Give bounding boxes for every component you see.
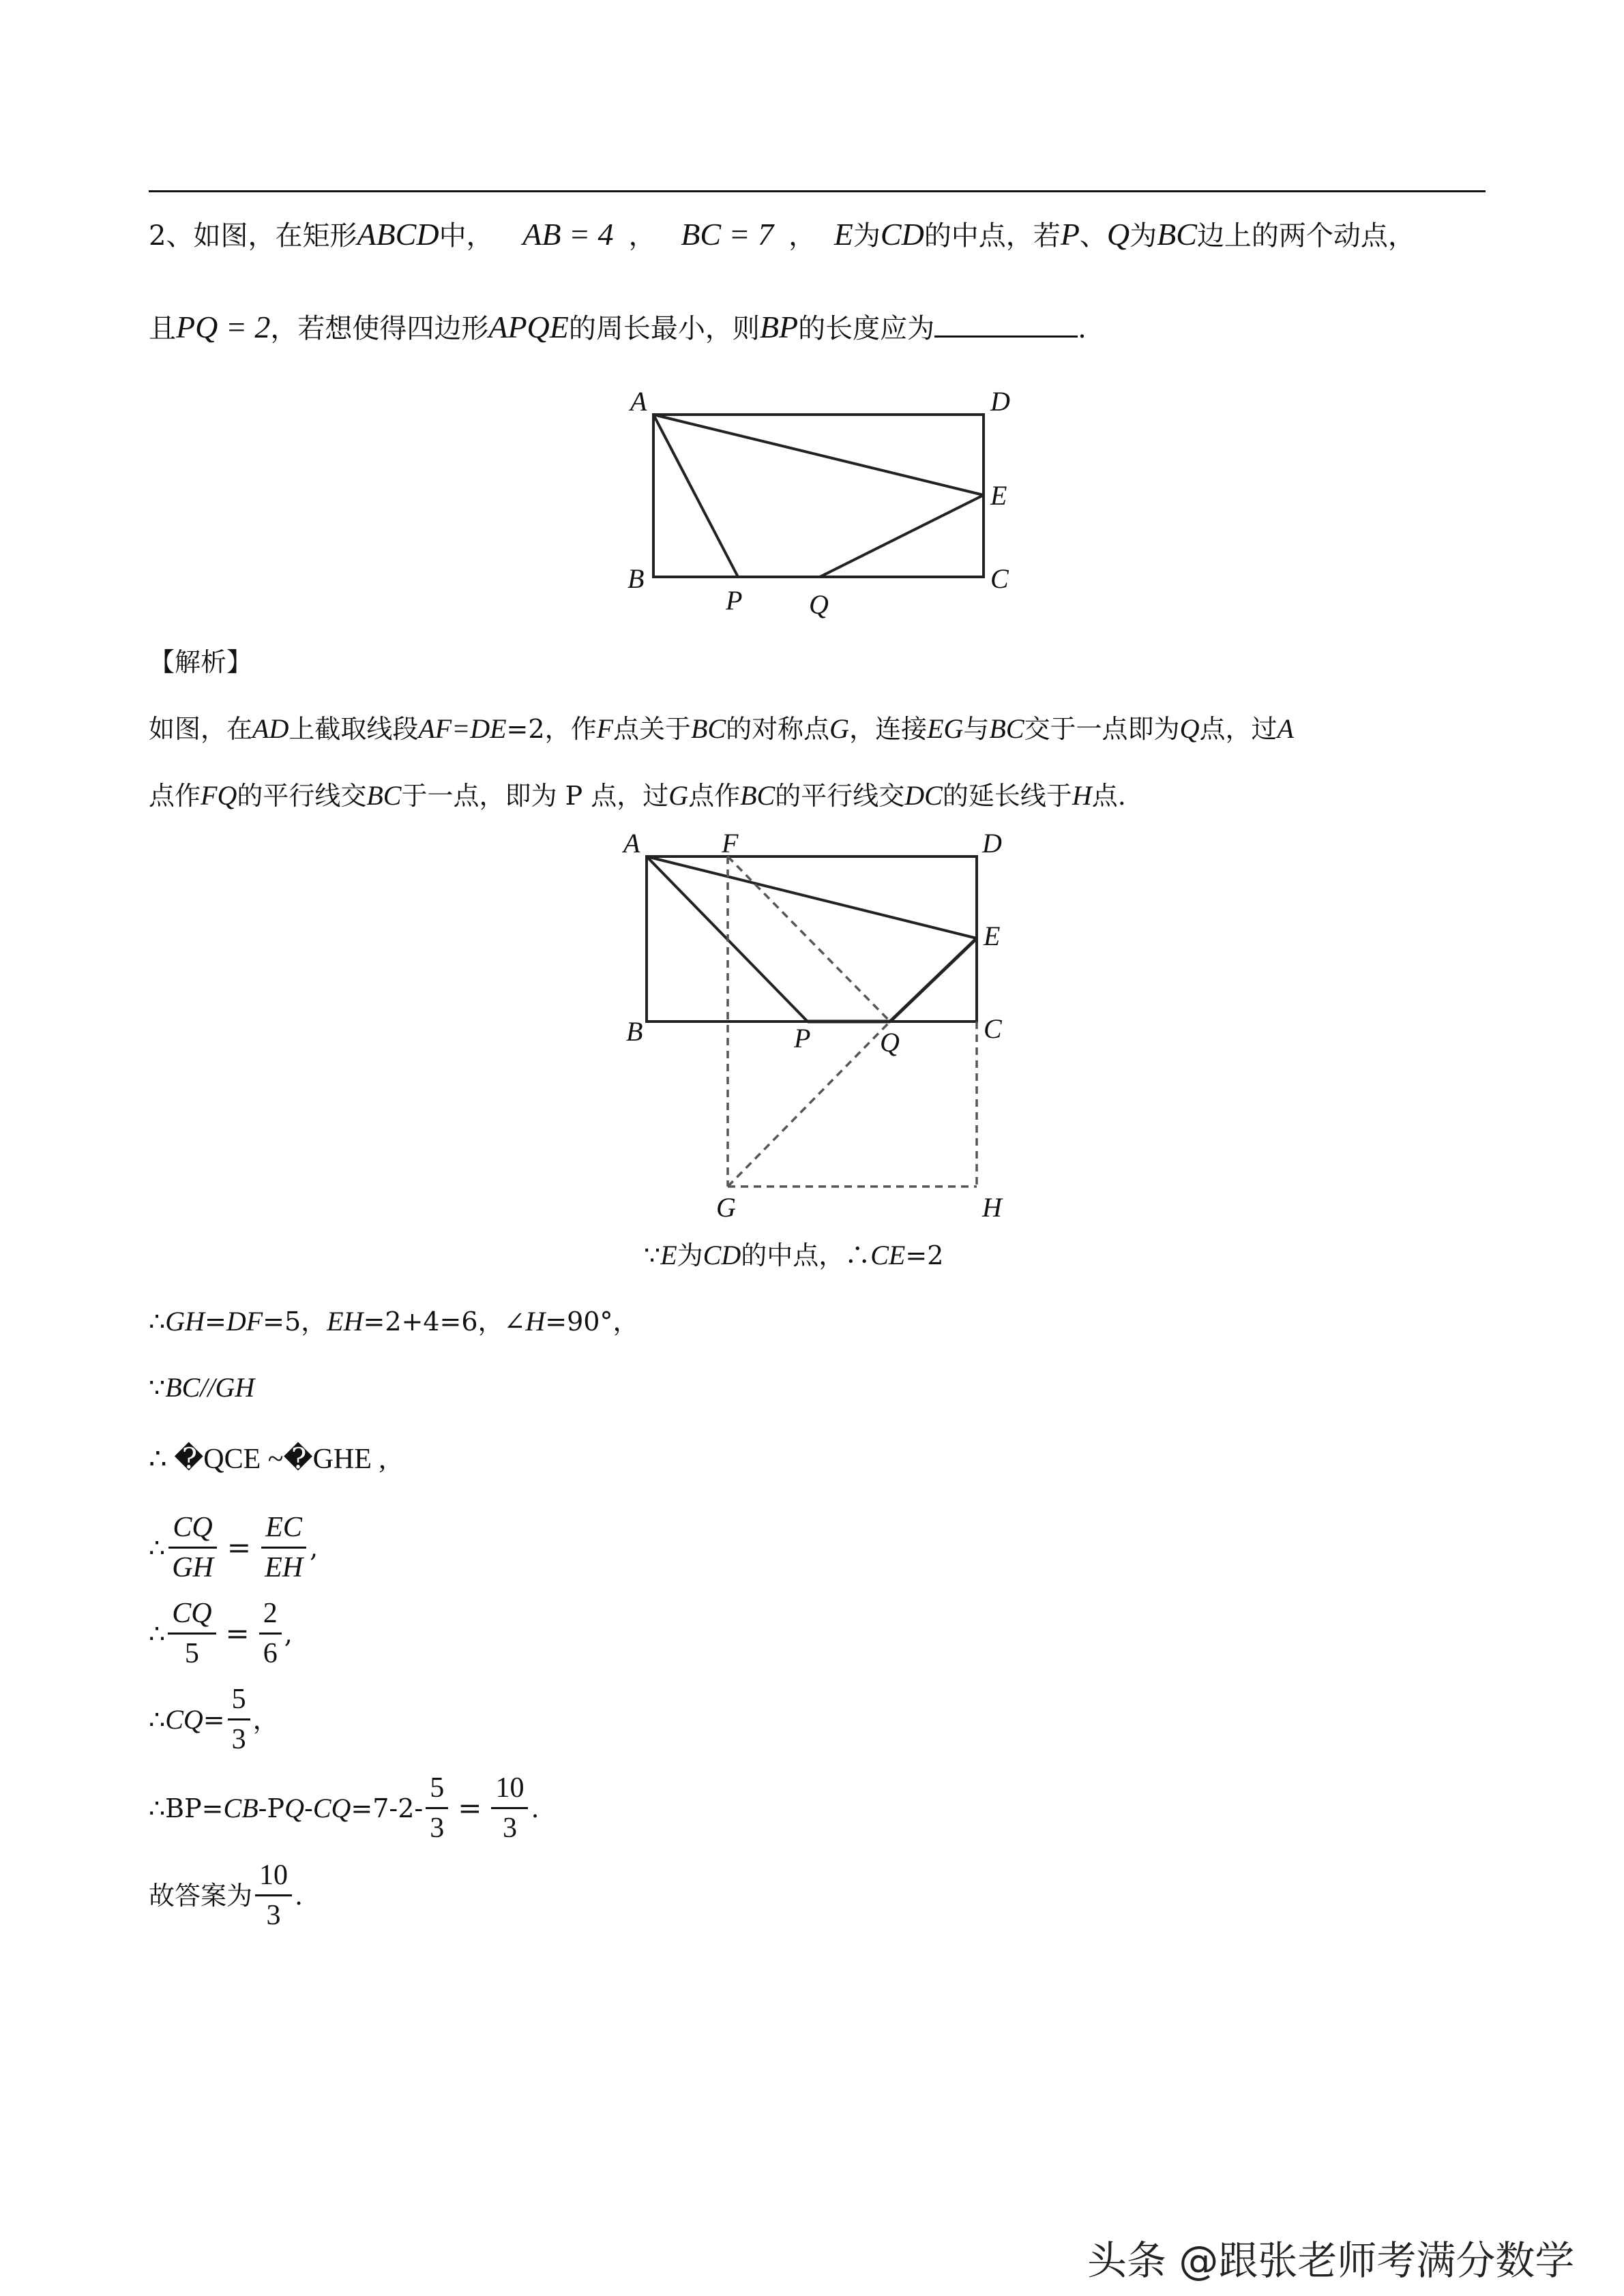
- fraction-10-3: $\frac{10}{3}$: [255, 1856, 292, 1935]
- label-C: C: [984, 1013, 1002, 1044]
- label-P: P: [726, 585, 743, 616]
- solution-heading: 【解析】: [149, 647, 253, 677]
- top-rule: [149, 190, 1486, 192]
- label-H: H: [982, 1192, 1002, 1223]
- answer-blank: [934, 308, 1078, 338]
- step-1: ∵E为CD的中点，∴CE=2: [644, 1240, 944, 1270]
- segment-ae: [653, 415, 984, 495]
- step-8: ∴B P= CB -P Q - CQ =7-2- $\frac{5}{3}$ = $\frac{10}{3}$ .: [149, 1769, 540, 1847]
- rect-abcd: [647, 856, 977, 1022]
- question-line-2: 且PQ = 2，若想使得四边形APQE的周长最小，则BP的长度应为 .: [149, 310, 1087, 344]
- step-5: ∴ $\frac{CQ}{GH}$ = $\frac{EC}{EH}$ ,: [149, 1508, 318, 1587]
- question-line-1: 2、如图，在矩形ABCD中， AB = 4 ， BC = 7 ， E为CD的中点，若P、Q为BC边上的两个动点，: [149, 217, 1415, 252]
- watermark: 头条 @跟张老师考满分数学: [1087, 2237, 1575, 2284]
- label-B: B: [628, 563, 645, 594]
- label-A: A: [630, 386, 647, 417]
- label-C: C: [990, 563, 1009, 594]
- step-4: ∴ �QCE ~�GHE ,: [149, 1444, 386, 1475]
- solution-para-1: 如图，在AD上截取线段AF=DE=2，作F点关于BC的对称点G，连接EG与BC交于一点即为Q点，过A: [149, 713, 1294, 744]
- label-G: G: [716, 1192, 736, 1223]
- label-B: B: [626, 1016, 643, 1047]
- figure-2-construction: [614, 825, 1023, 1227]
- fraction-cq-gh: $\frac{CQ}{GH}$: [168, 1508, 218, 1587]
- solution-para-2: 点作FQ的平行线交BC于一点，即为 P 点，过G点作BC的平行线交DC的延长线于H点.: [149, 780, 1126, 811]
- step-2: ∴GH=DF=5，EH=2+4=6，∠H=90°，: [149, 1306, 639, 1337]
- segment-qe: [820, 495, 984, 577]
- label-Q: Q: [809, 589, 829, 620]
- label-D: D: [990, 386, 1010, 417]
- label-E: E: [990, 480, 1007, 511]
- segment-ae: [647, 856, 977, 938]
- label-P: P: [794, 1023, 811, 1054]
- fraction-10-3: $\frac{10}{3}$: [491, 1769, 528, 1847]
- label-A: A: [623, 828, 640, 859]
- label-Q: Q: [880, 1027, 900, 1058]
- label-F: F: [722, 828, 739, 859]
- final-answer: 故答案为 $\frac{10}{3}$ .: [149, 1856, 303, 1935]
- fraction-5-3: $\frac{5}{3}$: [426, 1769, 448, 1847]
- step-7: ∴ CQ = $\frac{5}{3}$ ，: [149, 1680, 279, 1759]
- step-6: ∴ $\frac{CQ}{5}$ = $\frac{2}{6}$ ,: [149, 1594, 293, 1673]
- label-D: D: [982, 828, 1002, 859]
- segment-qe: [890, 938, 977, 1022]
- rect-abcd: [653, 415, 984, 577]
- fraction-ec-eh: $\frac{EC}{EH}$: [261, 1508, 307, 1587]
- figure-1-rectangle: [614, 382, 1023, 627]
- label-E: E: [984, 921, 1001, 951]
- fraction-cq-5: $\frac{CQ}{5}$: [168, 1594, 216, 1673]
- fraction-2-6: $\frac{2}{6}$: [259, 1594, 282, 1673]
- fraction-5-3: $\frac{5}{3}$: [228, 1680, 250, 1759]
- step-3: ∵BC//GH: [149, 1372, 255, 1403]
- segment-ap: [653, 415, 738, 577]
